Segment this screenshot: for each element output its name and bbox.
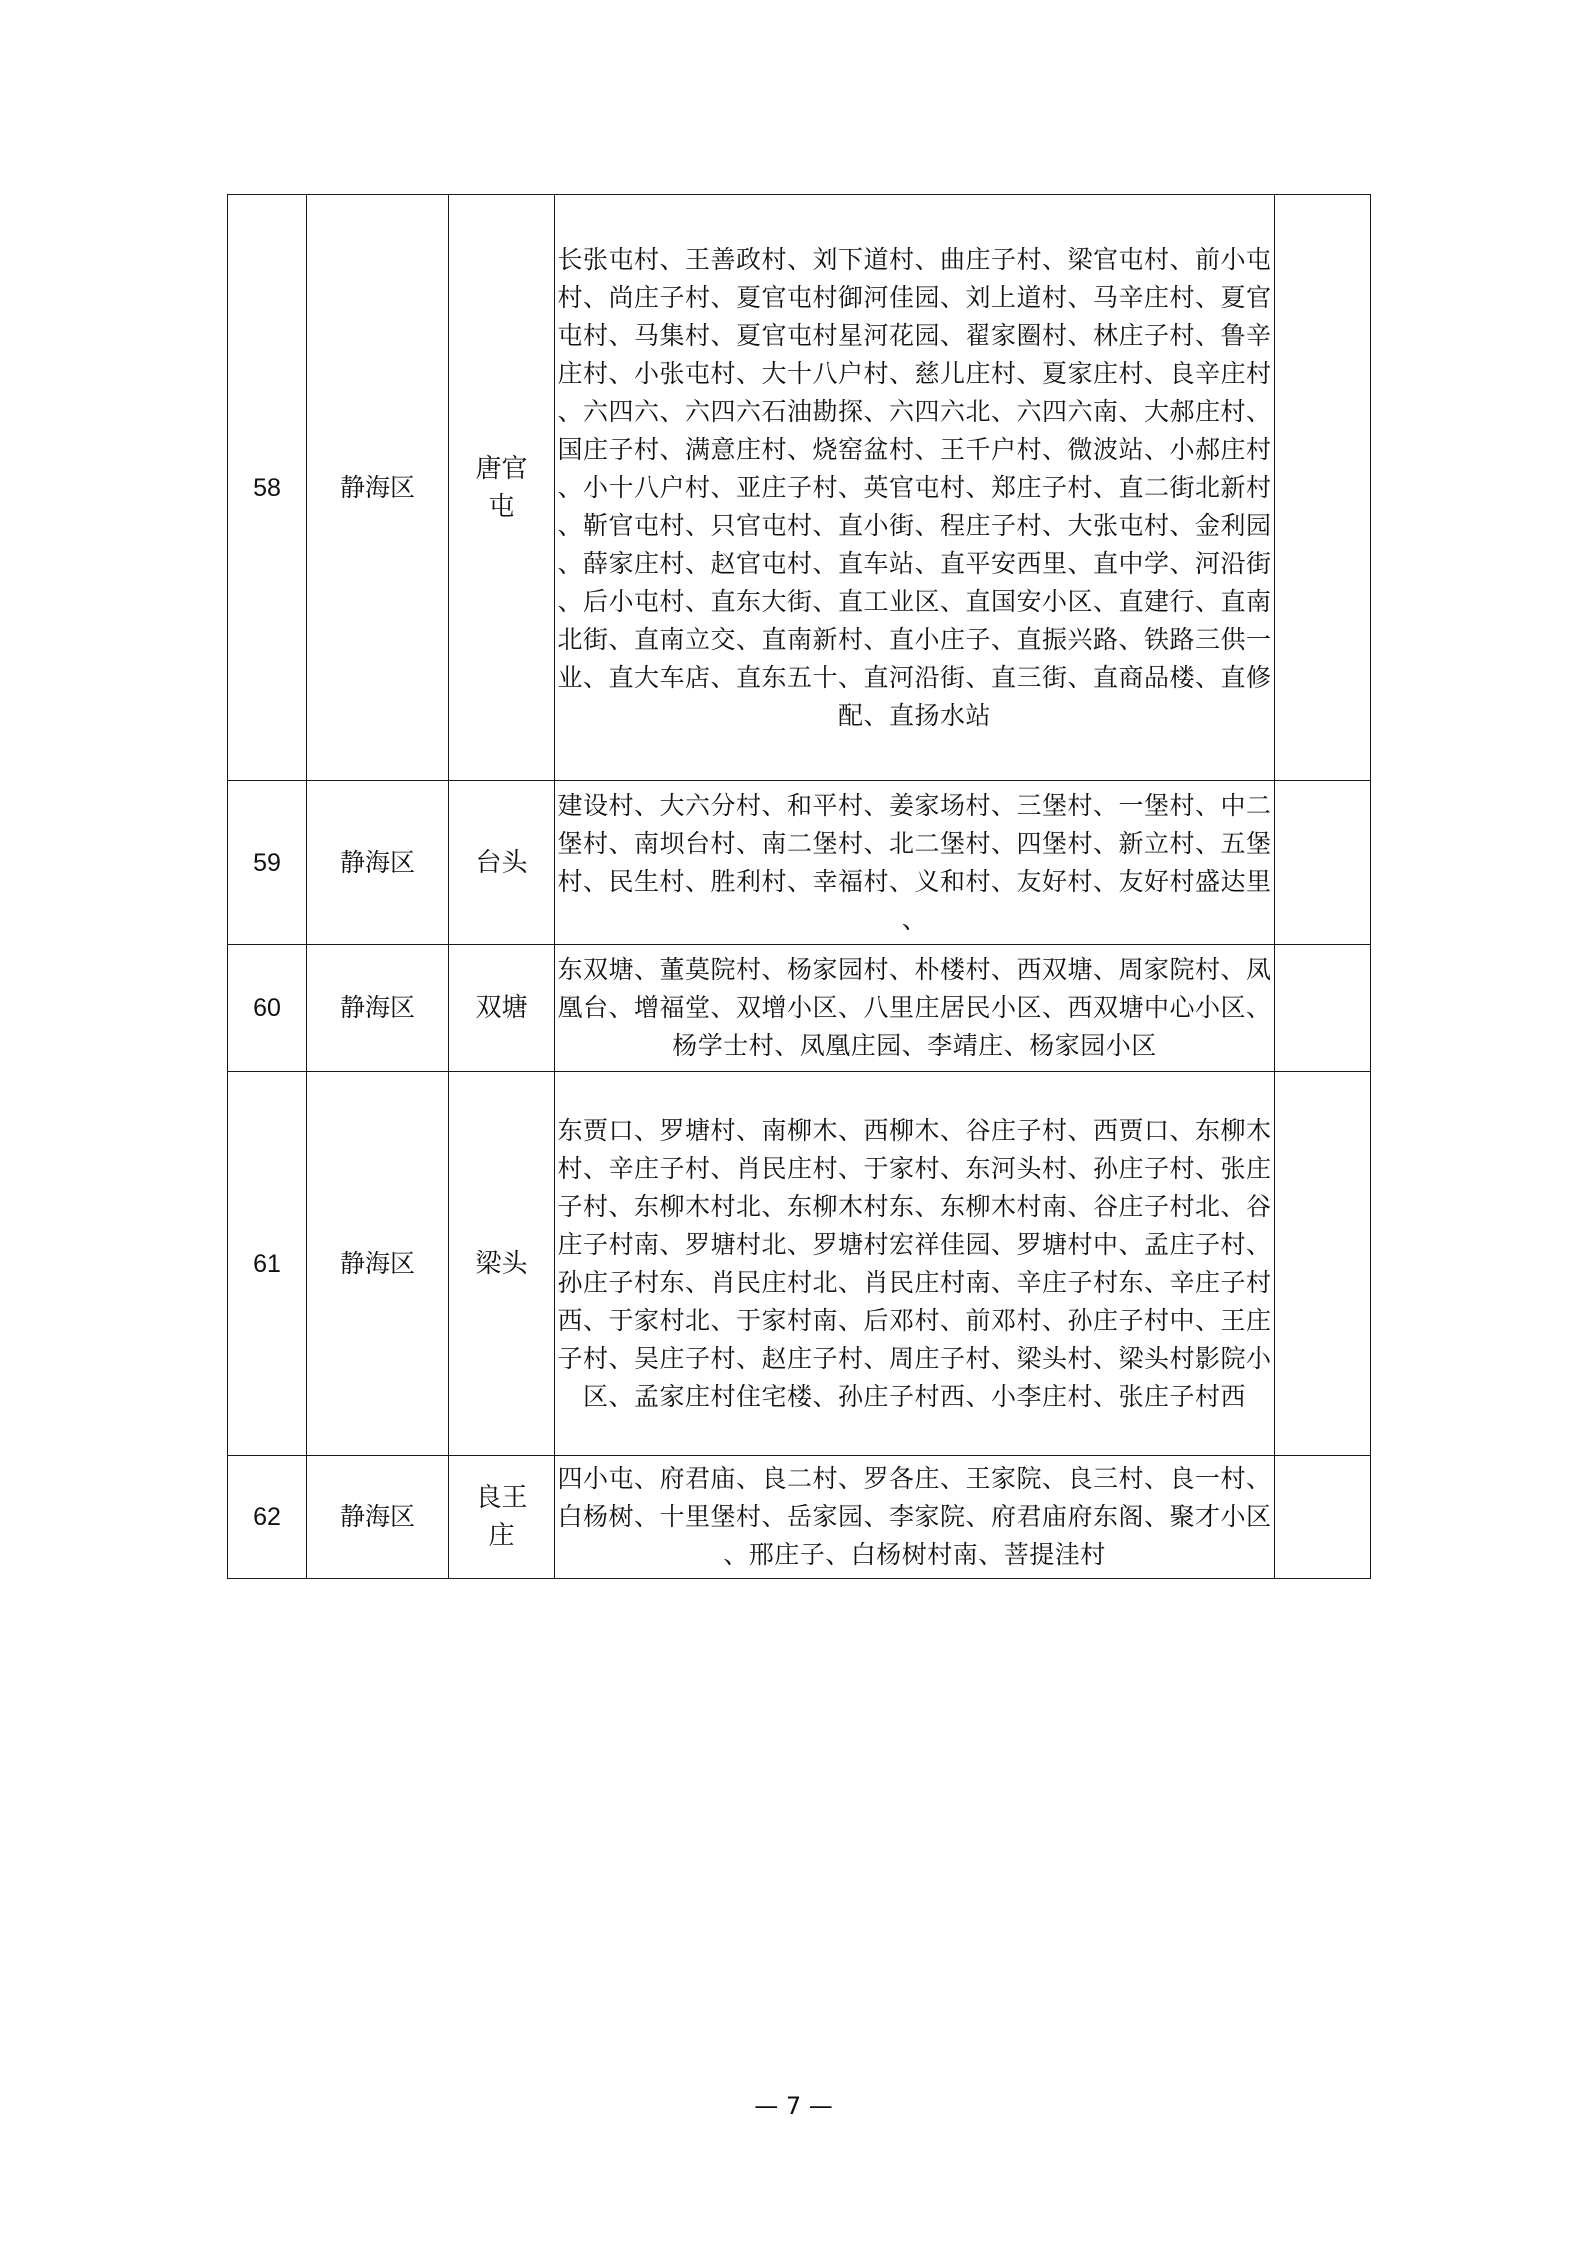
note-cell [1275, 1456, 1371, 1579]
villages-cell: 东双塘、董莫院村、杨家园村、朴楼村、西双塘、周家院村、凤凰台、增福堂、双增小区、八里庄居民小区、西双塘中心小区、杨学士村、凤凰庄园、李靖庄、杨家园小区 [555, 945, 1275, 1072]
town-cell [449, 781, 555, 945]
district-cell: 静海区 [307, 195, 449, 781]
row-number: 62 [228, 1456, 307, 1579]
town-name: 双塘 [475, 993, 528, 1023]
villages-cell: 长张屯村、王善政村、刘下道村、曲庄子村、梁官屯村、前小屯村、尚庄子村、夏官屯村御河佳园、刘上道村、马辛庄村、夏官屯村、马集村、夏官屯村星河花园、翟家圈村、林庄子村、鲁辛庄村、小张屯村、大十八户村、慈儿庄村、夏家庄村、良辛庄村、六四六、六四六石油勘探、六四六北、六四六南、大郝庄村、国庄子村、满意庄村、烧窑盆村、王千户村、微波站、小郝庄村、小十八户村、亚庄子村、英官屯村、郑庄子村、直二街北新村、靳官屯村、只官屯村、直小街、程庄子村、大张屯村、金利园、薛家庄村、赵官屯村、直车站、直平安西里、直中学、河沿街、后小屯村、直东大街、直工业区、直国安小区、直建行、直南北街、直南立交、直南新村、直小庄子、直振兴路、铁路三供一业、直大车店、直东五十、直河沿街、直三街、直商品楼、直修配、直扬水站 [555, 195, 1275, 781]
table-row [228, 945, 1371, 1072]
district-cell: 静海区 [307, 1072, 449, 1456]
note-cell [1275, 945, 1371, 1072]
district-cell: 静海区 [307, 781, 449, 945]
row-number: 61 [228, 1072, 307, 1456]
table-row [228, 195, 1371, 781]
district-cell: 静海区 [307, 945, 449, 1072]
page-number: — 7 — [754, 2092, 833, 2120]
note-cell [1275, 1072, 1371, 1456]
villages-cell: 东贾口、罗塘村、南柳木、西柳木、谷庄子村、西贾口、东柳木村、辛庄子村、肖民庄村、于家村、东河头村、孙庄子村、张庄子村、东柳木村北、东柳木村东、东柳木村南、谷庄子村北、谷庄子村南、罗塘村北、罗塘村宏祥佳园、罗塘村中、孟庄子村、孙庄子村东、肖民庄村北、肖民庄村南、辛庄子村东、辛庄子村西、于家村北、于家村南、后邓村、前邓村、孙庄子村中、王庄子村、吴庄子村、赵庄子村、周庄子村、梁头村、梁头村影院小区、孟家庄村住宅楼、孙庄子村西、小李庄村、张庄子村西 [555, 1072, 1275, 1456]
table-row [228, 781, 1371, 945]
town-name: 唐官屯 [475, 453, 528, 522]
note-cell [1275, 781, 1371, 945]
town-name: 梁头 [475, 1248, 528, 1279]
note-cell [1275, 195, 1371, 781]
villages-cell: 建设村、大六分村、和平村、姜家场村、三堡村、一堡村、中二堡村、南坝台村、南二堡村、北二堡村、四堡村、新立村、五堡村、民生村、胜利村、幸福村、义和村、友好村、友好村盛达里、 [555, 781, 1275, 945]
table-row [228, 1456, 1371, 1579]
town-cell [449, 195, 555, 781]
villages-cell: 四小屯、府君庙、良二村、罗各庄、王家院、良三村、良一村、白杨树、十里堡村、岳家园、李家院、府君庙府东阁、聚才小区、邢庄子、白杨树村南、菩提洼村 [555, 1456, 1275, 1579]
town-name: 良王庄 [475, 1483, 528, 1551]
table-row [228, 1072, 1371, 1456]
town-cell [449, 1456, 555, 1579]
town-name: 台头 [475, 847, 528, 878]
district-cell: 静海区 [307, 1456, 449, 1579]
row-number: 59 [228, 781, 307, 945]
town-cell [449, 1072, 555, 1456]
town-cell [449, 945, 555, 1072]
row-number: 60 [228, 945, 307, 1072]
village-table [227, 194, 1371, 1579]
row-number: 58 [228, 195, 307, 781]
